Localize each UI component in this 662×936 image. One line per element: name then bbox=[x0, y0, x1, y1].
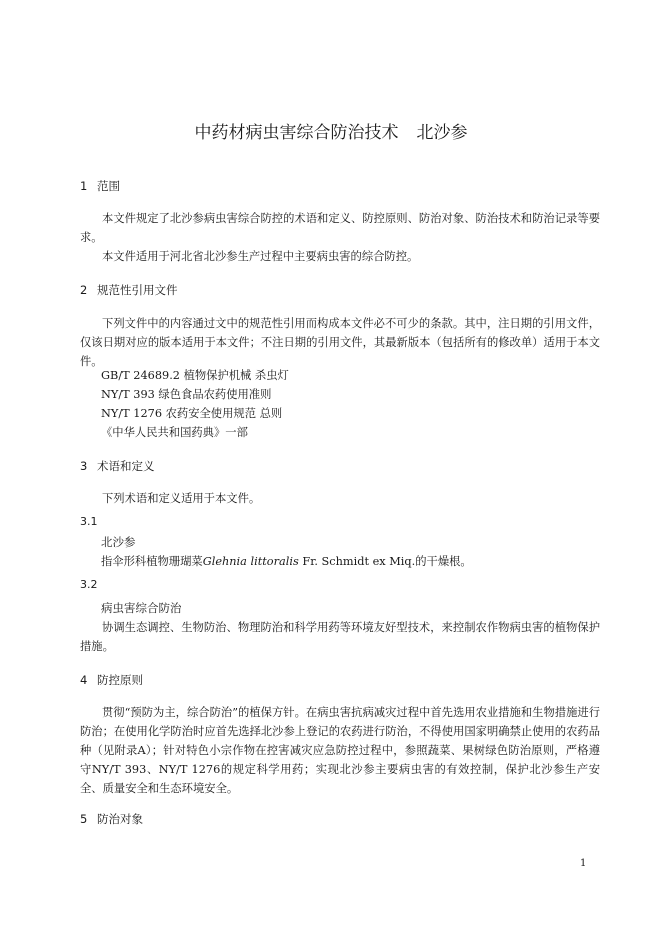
term-3-2-number: 3.2 bbox=[80, 578, 98, 591]
section-2-paragraph-1: 下列文件中的内容通过文中的规范性引用而构成本文件必不可少的条款。其中，注日期的引用文件，仅该日期对应的版本适用于本文件；不注日期的引用文件，其最新版本（包括所有的修改单）适用于本文件。 bbox=[80, 317, 600, 368]
section-3-paragraph-1: 下列术语和定义适用于本文件。 bbox=[102, 492, 261, 505]
section-3-heading: 3 术语和定义 bbox=[80, 459, 155, 473]
reference-item: NY/T 393 绿色食品农药使用准则 bbox=[101, 388, 272, 401]
latin-name: Glehnia littoralis bbox=[202, 555, 299, 568]
section-1-heading: 1 范围 bbox=[80, 179, 120, 193]
section-4-heading: 4 防控原则 bbox=[80, 673, 143, 687]
reference-item: NY/T 1276 农药安全使用规范 总则 bbox=[101, 407, 283, 420]
reference-item: 《中华人民共和国药典》一部 bbox=[101, 426, 248, 439]
section-1-paragraph-2: 本文件适用于河北省北沙参生产过程中主要病虫害的综合防控。 bbox=[102, 250, 419, 263]
section-2-heading: 2 规范性引用文件 bbox=[80, 283, 178, 297]
term-3-2-name: 病虫害综合防治 bbox=[101, 601, 182, 615]
section-4-paragraph-1: 贯彻“预防为主，综合防治”的植保方针。在病虫害抗病减灾过程中首先选用农业措施和生物措施进行防治；在使用化学防治时应首先选择北沙参上登记的农药进行防治，不得使用国家明确禁止使用的农药品种（见附录A）；针对特色小宗作物在控害减灾应急防控过程中，参照蔬菜、果树绿色防治原则，严格遵守NY/T 393、NY/T 1276的规定科学用药；实现北沙参主要病虫害的有效控制，保护北沙参生产安全、质量安全和生态环境安全。 bbox=[80, 706, 600, 795]
term-3-1-definition: 指伞形科植物珊瑚菜Glehnia littoralis Fr. Schmidt ex Miq.的干燥根。 bbox=[101, 555, 472, 568]
term-3-1-number: 3.1 bbox=[80, 515, 98, 528]
page-number: 1 bbox=[580, 858, 587, 869]
section-5-heading: 5 防治对象 bbox=[80, 812, 143, 826]
term-3-1-name: 北沙参 bbox=[101, 535, 136, 549]
section-1-paragraph-1: 本文件规定了北沙参病虫害综合防控的术语和定义、防控原则、防治对象、防治技术和防治记录等要求。 bbox=[80, 212, 600, 244]
term-3-2-definition: 协调生态调控、生物防治、物理防治和科学用药等环境友好型技术，来控制农作物病虫害的植物保护措施。 bbox=[80, 621, 600, 653]
document-title bbox=[0, 118, 662, 143]
reference-item: GB/T 24689.2 植物保护机械 杀虫灯 bbox=[101, 369, 289, 382]
title-sub: 北沙参 bbox=[416, 123, 468, 143]
title-main: 中药材病虫害综合防治技术 bbox=[194, 123, 399, 143]
